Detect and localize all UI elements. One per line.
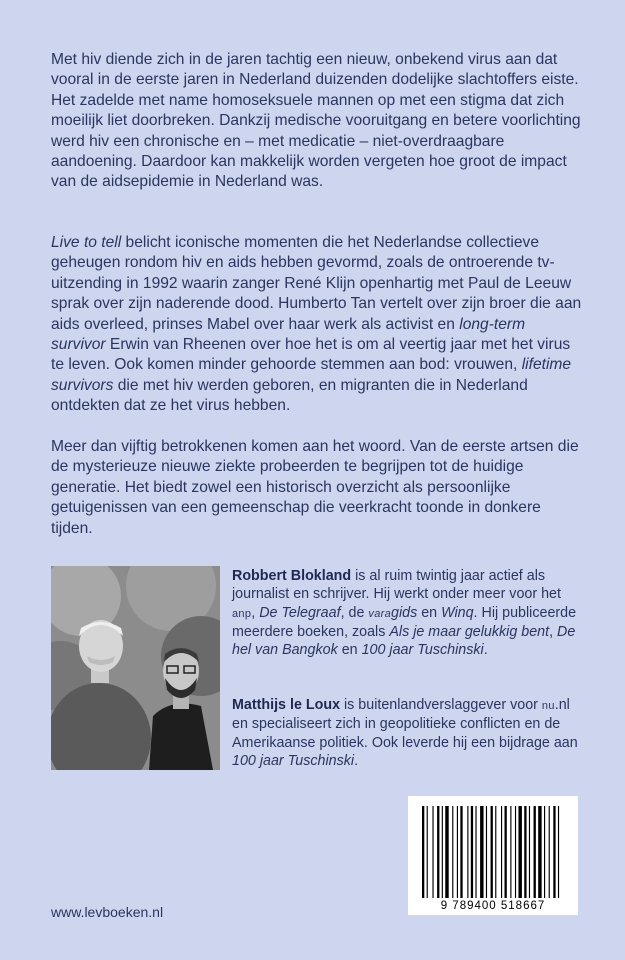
summary-paragraph: Live to tell belicht iconische momenten die het Nederlandse collectieve geheugen rondom hiv en aids hebben gevormd, zoals de ontroerende tv-uitzending in 1992 waarin zanger René Klijn openhartig met Paul de Leeuw sprak over zijn naderende dood. Humberto Tan vertelt over zijn broer die aan aids overleed, prinses Mabel over haar werk als activist en long-term survivor Erwin van Rheenen over hoe het is om al veertig jaar met het virus te leven. Ook komen minder gehoorde stemmen aan bod: vrouwen, lifetime survivors die met hiv werden geboren, en migranten die in Nederland ontdekten dat ze het virus hebben. bbox=[51, 234, 582, 415]
author-bio-matthijs: Matthijs le Loux is buitenlandverslaggever voor nu.nl en specialiseert zich in geopolitieke conflicten en de Amerikaanse politiek. Ook leverde hij een bijdrage aan 100 jaar Tuschinski. bbox=[232, 697, 578, 769]
authors-photo bbox=[51, 566, 220, 770]
barcode-bars bbox=[408, 796, 578, 915]
intro-paragraph: Met hiv diende zich in de jaren tachtig een nieuw, onbekend virus aan dat vooral in de eerste jaren in Nederland duizenden dodelijke slachtoffers eiste. Het zadelde met name homoseksuele mannen op met een stigma dat zich moeilijk liet doorbreken. Dankzij medische vooruitgang en betere voorlichting werd hiv een chronische en – met medicatie – niet-overdraagbare aandoening. Daardoor kan makkelijk worden vergeten hoe groot de impact van de aidsepidemie in Nederland was. bbox=[51, 51, 581, 191]
author-name: Matthijs le Loux bbox=[232, 697, 341, 713]
book-title: Live to tell bbox=[51, 234, 122, 251]
isbn-number: 9 789400 518667 bbox=[440, 900, 546, 912]
isbn-barcode bbox=[408, 796, 578, 915]
publisher-website[interactable]: www.levboeken.nl bbox=[51, 904, 164, 920]
author-bio-robbert: Robbert Blokland is al ruim twintig jaar actief als journalist en schrijver. Hij werkt onder meer voor het anp, De Telegraaf, de varagids en Winq. Hij publiceerde meerdere boeken, zoals Als je maar gelukkig bent, De hel van Bangkok en 100 jaar Tuschinski. bbox=[232, 568, 577, 659]
closing-paragraph: Meer dan vijftig betrokkenen komen aan het woord. Van de eerste artsen die de mysterieuze nieuwe ziekte probeerden te begrijpen tot de huidige generatie. Het biedt zowel een historisch overzicht als persoonlijke getuigenissen van een gemeenschap die veerkracht toonde in donkere tijden. bbox=[51, 438, 579, 537]
author-name: Robbert Blokland bbox=[232, 568, 352, 584]
